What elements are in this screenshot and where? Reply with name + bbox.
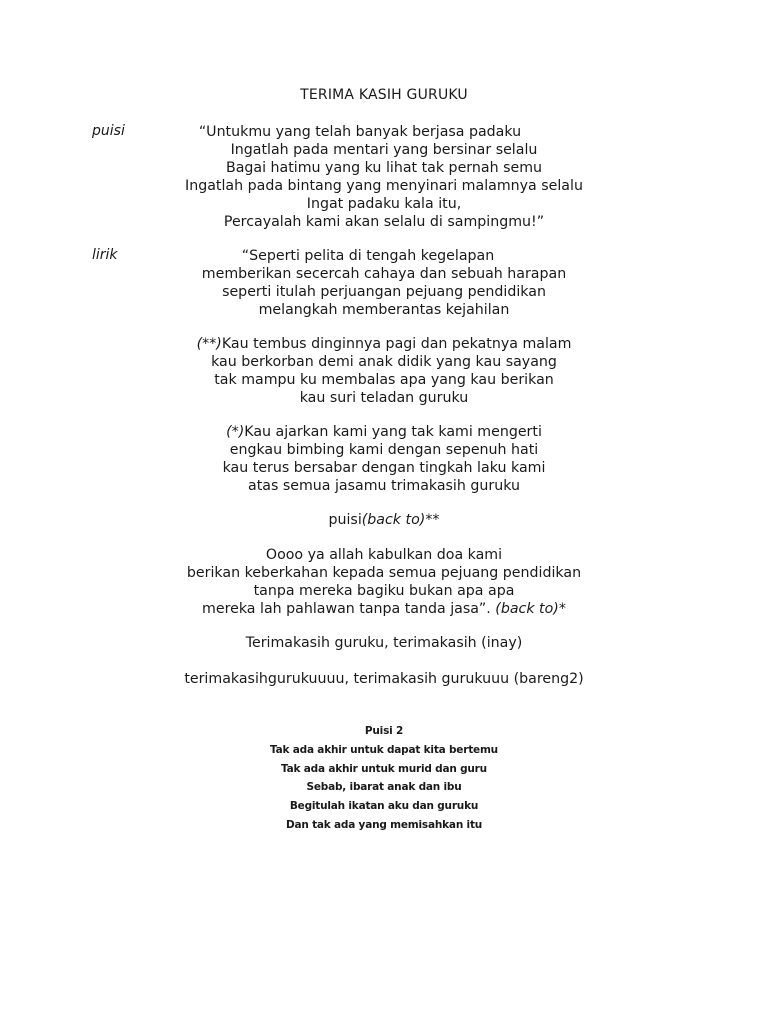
lirik-line <box>0 423 768 441</box>
puisi-line: Ingat padaku kala itu, <box>306 196 462 212</box>
lirik-line <box>0 511 768 529</box>
lirik-line-text: Kau ajarkan kami yang tak kami mengerti <box>244 424 542 440</box>
lirik-line-text: Kau tembus dinginnya pagi dan pekatnya malam <box>221 336 572 352</box>
puisi-2-line: Sebab, ibarat anak dan ibu <box>306 781 462 794</box>
back-to-note: (back to) <box>361 512 426 528</box>
lirik-line: atas semua jasamu trimakasih guruku <box>248 478 520 494</box>
lirik-line: kau suri teladan guruku <box>299 390 469 406</box>
label-puisi: puisi <box>92 123 125 139</box>
puisi-line: Bagai hatimu yang ku lihat tak pernah semu <box>225 160 543 176</box>
lirik-stanza-2 <box>0 335 768 407</box>
lirik-stanza-4 <box>0 546 768 618</box>
puisi-line: Percayalah kami akan selalu di sampingmu!” <box>223 214 545 230</box>
lirik-line: kau berkorban demi anak didik yang kau sayang <box>211 354 557 370</box>
lirik-line <box>0 600 768 618</box>
lirik-line: “Seperti pelita di tengah kegelapan <box>241 248 495 264</box>
puisi-line: Ingatlah pada bintang yang menyinari malamnya selalu <box>185 178 583 194</box>
closing-text: terimakasihgurukuuuu, terimakasih gurukuuu (bareng2) <box>184 671 584 687</box>
puisi-2-line: Tak ada akhir untuk dapat kita bertemu <box>270 743 498 756</box>
puisi-line: “Untukmu yang telah banyak berjasa padaku <box>198 124 522 140</box>
lirik-line: Oooo ya allah kabulkan doa kami <box>265 547 503 563</box>
closing-line-1 <box>0 634 768 652</box>
lirik-line-text: mereka lah pahlawan tanpa tanda jasa”. <box>202 601 496 617</box>
puisi-2-block <box>0 722 768 835</box>
lirik-intro-stanza <box>0 247 768 319</box>
lirik-line: seperti itulah perjuangan pejuang pendidikan <box>222 284 546 300</box>
back-suffix: * <box>558 601 566 617</box>
closing-text: Terimakasih guruku, terimakasih (inay) <box>245 635 523 651</box>
lirik-stanza-3 <box>0 423 768 495</box>
puisi-2-line: Dan tak ada yang memisahkan itu <box>285 818 483 831</box>
chorus-marker: (**) <box>196 336 222 352</box>
lirik-line: kau terus bersabar dengan tingkah laku kami <box>222 460 546 476</box>
chorus-marker: (*) <box>226 424 245 440</box>
lirik-line: melangkah memberantas kejahilan <box>258 302 510 318</box>
closing-line-2 <box>0 670 768 688</box>
lirik-line: tanpa mereka bagiku bukan apa apa <box>253 583 515 599</box>
back-word: puisi <box>328 512 362 528</box>
puisi-2-heading: Puisi 2 <box>364 725 404 737</box>
puisi-2-line: Tak ada akhir untuk murid dan guru <box>281 762 487 775</box>
poem-title: TERIMA KASIH GURUKU <box>300 87 468 103</box>
back-to-note: (back to) <box>495 601 559 617</box>
lirik-line: engkau bimbing kami dengan sepenuh hati <box>229 442 539 458</box>
lirik-line: berikan keberkahan kepada semua pejuang pendidikan <box>186 565 582 581</box>
label-lirik: lirik <box>92 247 118 263</box>
puisi-stanza <box>0 123 768 231</box>
lirik-line: tak mampu ku membalas apa yang kau berikan <box>214 372 554 388</box>
puisi-2-line: Begitulah ikatan aku dan guruku <box>289 800 479 813</box>
lirik-line <box>0 335 768 353</box>
lirik-line: memberikan secercah cahaya dan sebuah harapan <box>201 266 567 282</box>
puisi-line: Ingatlah pada mentari yang bersinar selalu <box>230 142 538 158</box>
back-to-line <box>0 511 768 529</box>
back-suffix: ** <box>425 512 440 528</box>
